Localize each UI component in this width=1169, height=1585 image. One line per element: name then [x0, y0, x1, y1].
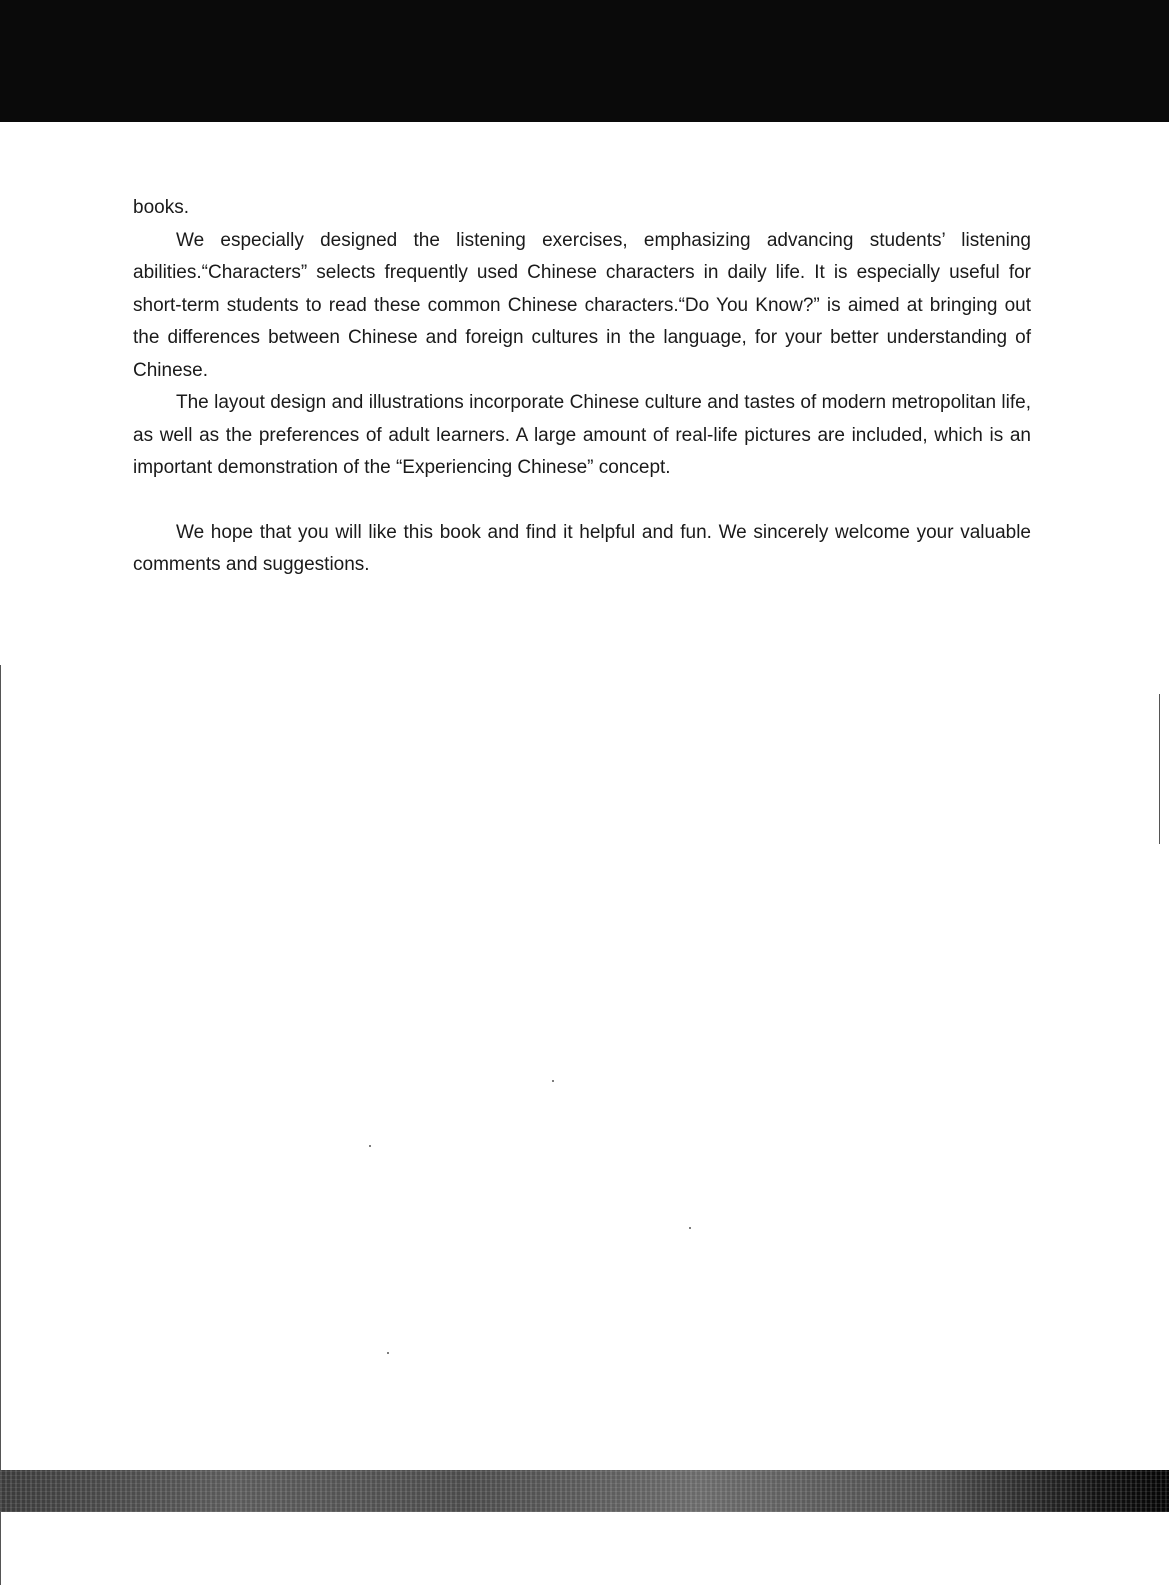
paragraph-listening-exercises: We especially designed the listening exercises, emphasizing advancing students’ listening abilities.“Characters” selects frequently used Chinese characters in daily life. It is especially useful for short-term students to read these common Chinese characters.“Do You Know?” is aimed at bringing out the differences between Chinese and foreign cultures in the language, for your better understanding of Chinese.	[133, 229, 1031, 381]
scan-right-edge	[1159, 694, 1160, 844]
scan-speck	[369, 1145, 371, 1147]
paragraph-closing: We hope that you will like this book and find it helpful and fun. We sincerely welcome your valuable comments and suggestions.	[133, 521, 1031, 575]
scan-speck	[387, 1352, 389, 1354]
top-black-band	[0, 0, 1169, 122]
body-text	[133, 192, 1031, 582]
paragraph-continuation: books.	[133, 197, 189, 218]
scan-speck	[689, 1227, 691, 1229]
paragraph-layout-design: The layout design and illustrations incorporate Chinese culture and tastes of modern metropolitan life, as well as the preferences of adult learners. A large amount of real-life pictures are included, which is an important demonstration of the “Experiencing Chinese” concept.	[133, 392, 1031, 478]
scan-speck	[552, 1080, 554, 1082]
bottom-gray-band	[0, 1470, 1169, 1512]
scan-left-edge	[0, 665, 1, 1585]
